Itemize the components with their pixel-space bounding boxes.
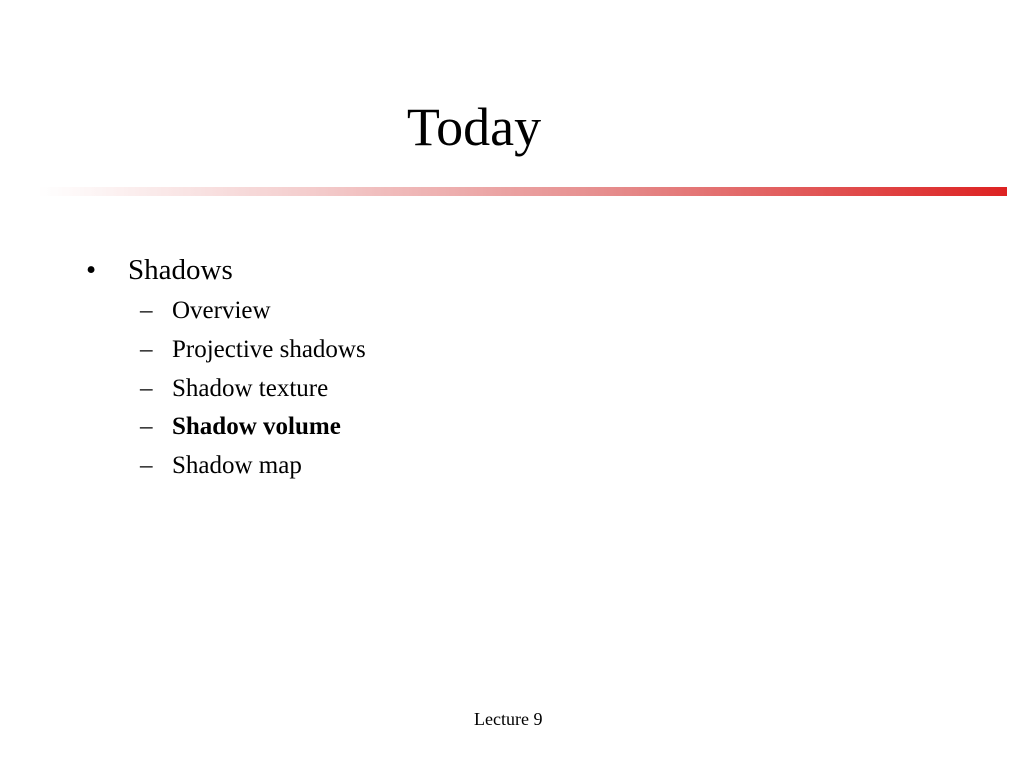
dash-marker: – (140, 335, 153, 363)
sub-bullet-label: Shadow map (172, 452, 302, 480)
dash-marker: – (140, 297, 153, 324)
sub-bullet-label: Shadow volume (172, 413, 341, 441)
bullet-item-shadows (86, 250, 233, 290)
sub-bullet-label: Projective shadows (172, 335, 366, 363)
sub-bullet-label: Overview (172, 297, 271, 324)
dash-marker: – (140, 452, 153, 480)
sub-bullet-label: Shadow texture (172, 374, 329, 402)
sub-bullet-item (140, 447, 366, 486)
sub-bullet-item (140, 370, 366, 409)
sub-bullet-item (140, 331, 366, 370)
sub-bullet-item-current (140, 408, 366, 447)
dash-marker: – (140, 413, 153, 441)
bullet-label: Shadows (128, 254, 233, 286)
sub-bullet-item (140, 292, 366, 331)
slide-footer: Lecture 9 (474, 709, 543, 729)
title-divider (38, 187, 1007, 196)
slide-title: Today (406, 97, 542, 157)
bullet-marker: • (86, 254, 97, 286)
dash-marker: – (140, 374, 153, 402)
sub-bullet-list (140, 292, 366, 486)
